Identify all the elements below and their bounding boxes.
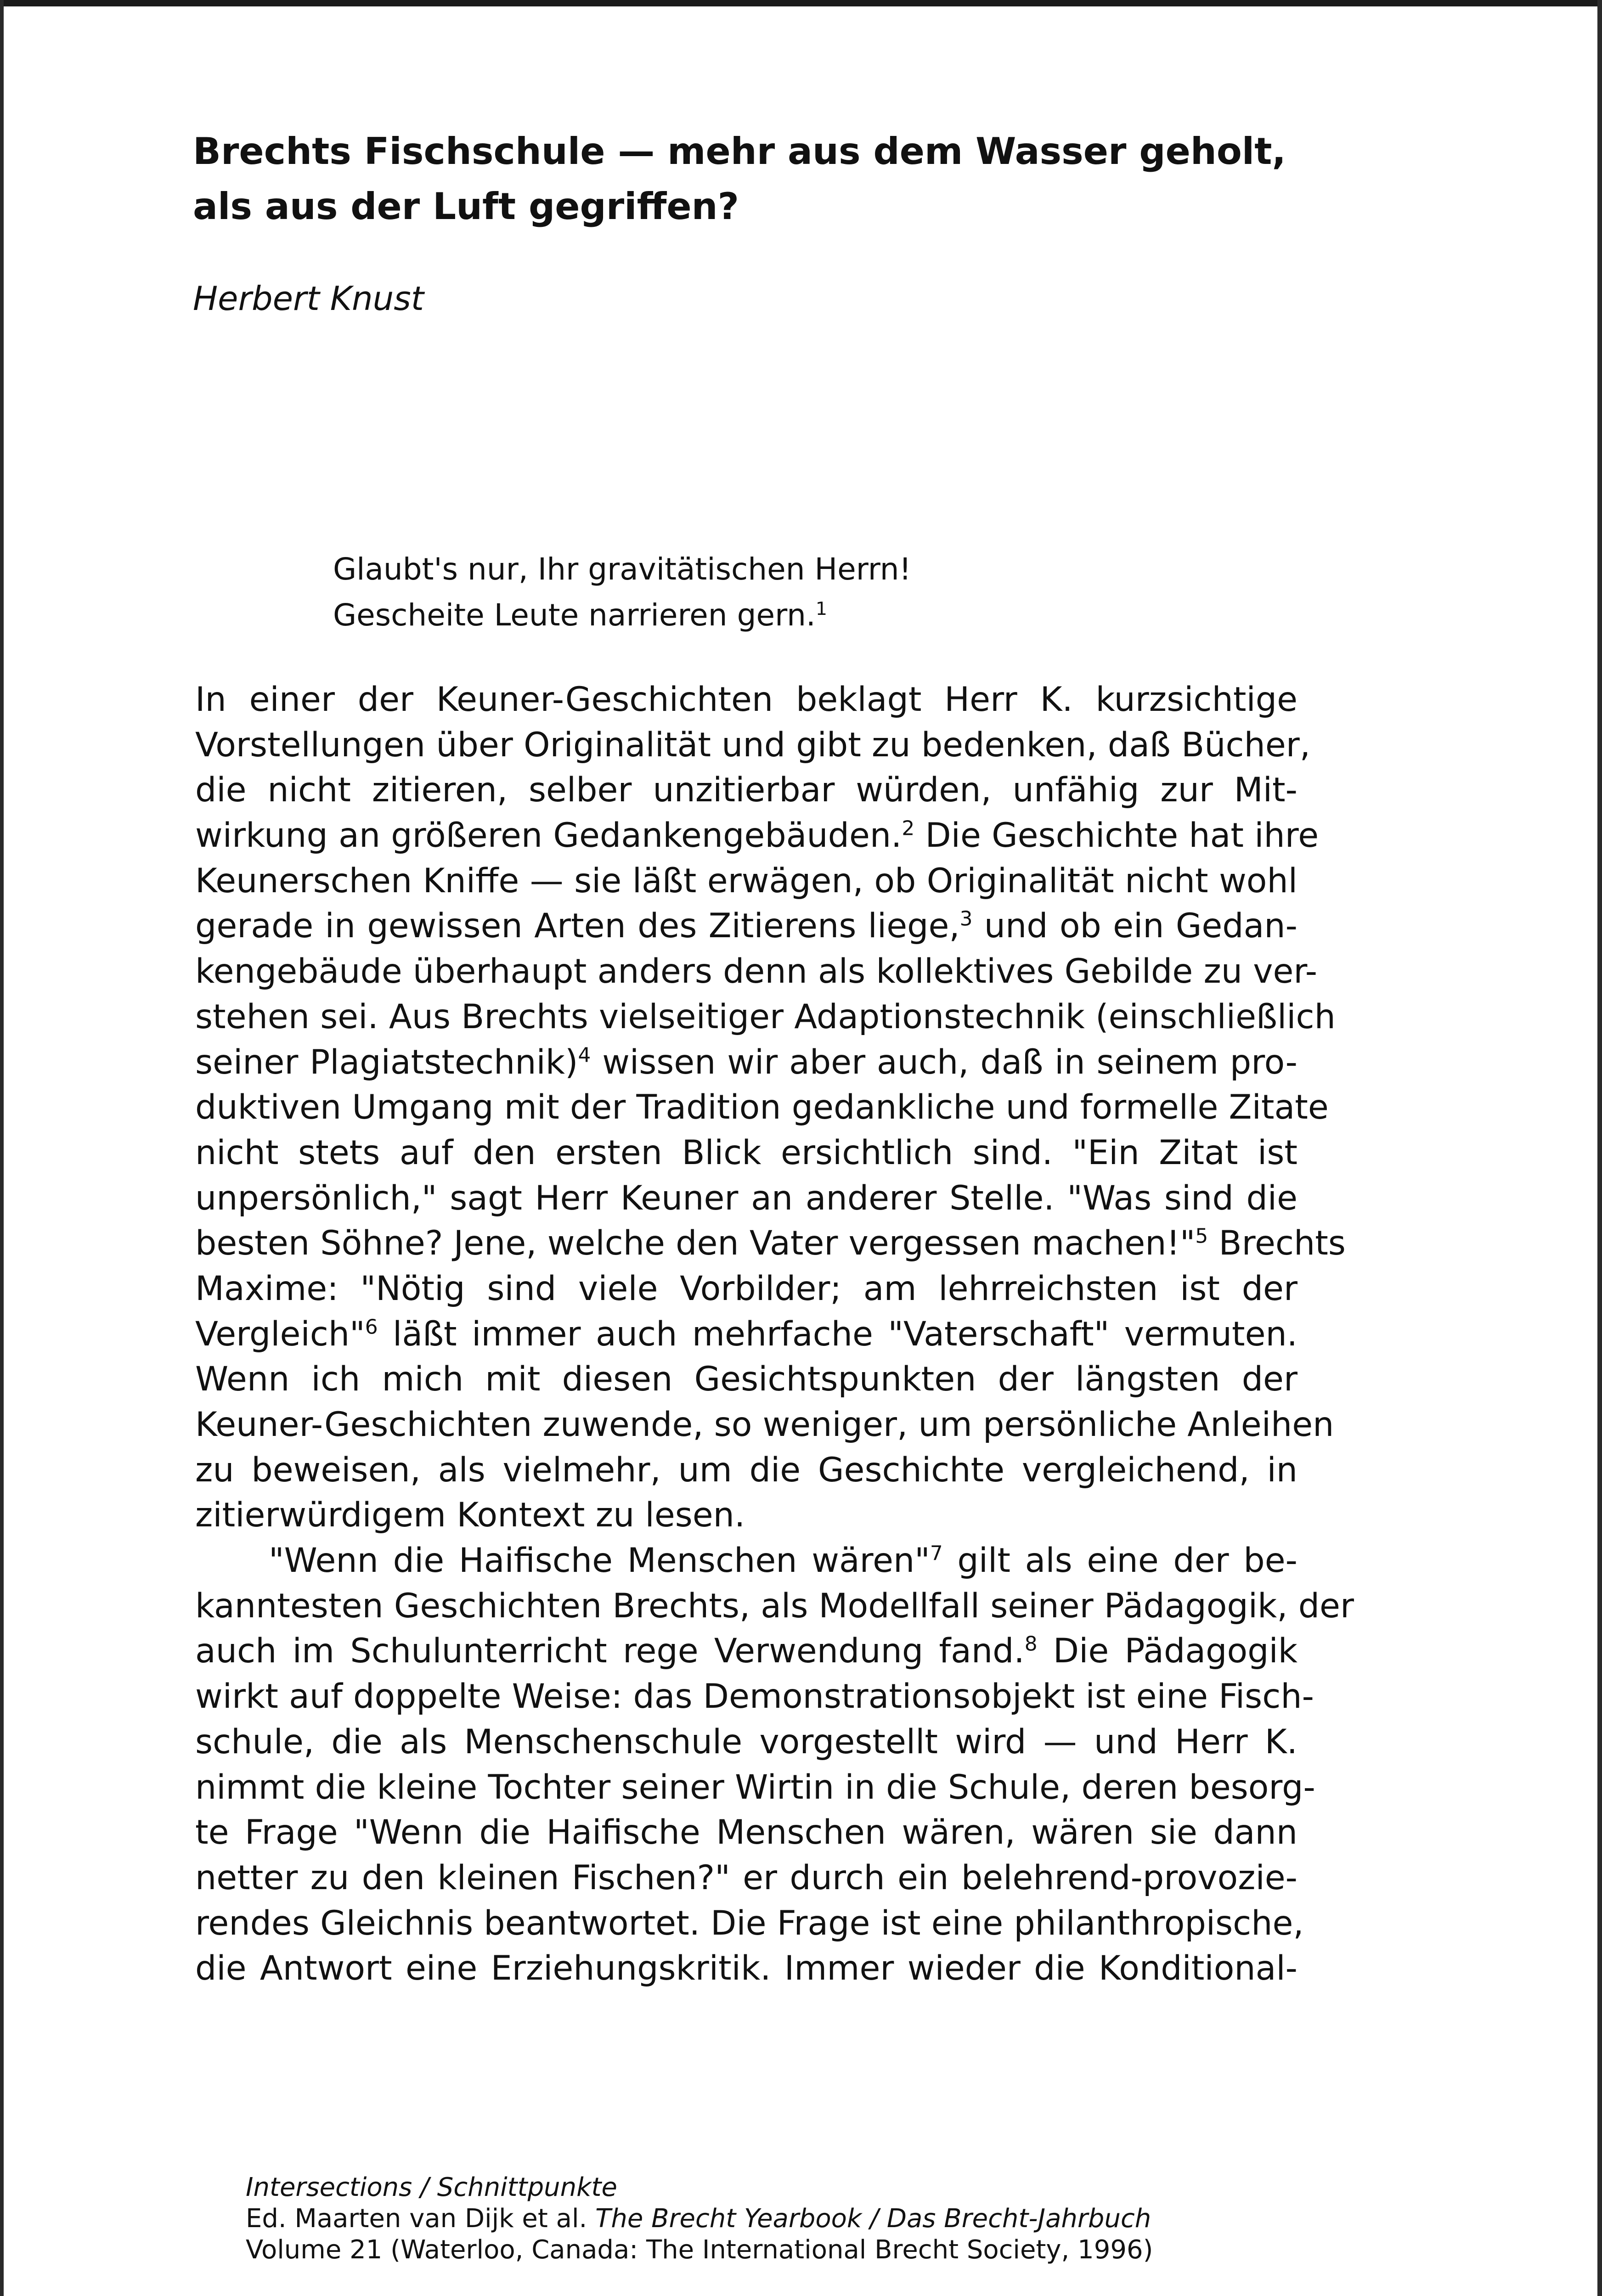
text-line xyxy=(195,1131,1297,1176)
line-text: rendes Gleichnis beantwortet. Die Frage ist eine philanthropische, xyxy=(195,1903,1304,1943)
footnote-marker: 8 xyxy=(1024,1632,1038,1656)
text-line xyxy=(195,1266,1297,1312)
article-title xyxy=(193,124,1318,234)
text-line xyxy=(195,1946,1297,1992)
line-text: unpersönlich," sagt Herr Keuner an anderer Stelle. "Was sind die xyxy=(195,1178,1297,1218)
edition-line xyxy=(246,2203,1153,2234)
yearbook-title: The Brecht Yearbook / Das Brecht-Jahrbuch xyxy=(595,2204,1151,2234)
footnote-marker: 2 xyxy=(902,816,915,840)
footnote-marker: 6 xyxy=(365,1315,378,1339)
line-text: Vorstellungen über Originalität und gibt zu bedenken, daß Bücher, xyxy=(195,725,1310,765)
body-text xyxy=(195,677,1354,1992)
publication-footer xyxy=(246,2172,1153,2266)
text-line xyxy=(195,768,1297,813)
text-line xyxy=(195,1176,1297,1221)
text-line xyxy=(195,1448,1297,1493)
line-text: schule, die als Menschenschule vorgestellt wird — und Herr K. xyxy=(195,1722,1297,1761)
epigraph-text: Gescheite Leute narrieren gern. xyxy=(333,597,816,633)
line-text: kanntesten Geschichten Brechts, als Modellfall seiner Pädagogik, der xyxy=(195,1586,1354,1626)
line-text: wirkt auf doppelte Weise: das Demonstrationsobjekt ist eine Fisch- xyxy=(195,1677,1314,1716)
line-text: die nicht zitieren, selber unzitierbar würden, unfähig zur Mit- xyxy=(195,771,1297,810)
text-line xyxy=(195,949,1318,995)
text-line xyxy=(195,995,1336,1040)
line-text: Vergleich" xyxy=(195,1314,365,1354)
line-text: besten Söhne? Jene, welche den Vater vergessen machen!" xyxy=(195,1224,1196,1263)
footnote-marker: 5 xyxy=(1195,1224,1208,1248)
line-text: Keuner-Geschichten zuwende, so weniger, um persönliche Anleihen xyxy=(195,1405,1334,1444)
line-text: Wenn ich mich mit diesen Gesichtspunkten der längsten der xyxy=(195,1360,1297,1399)
text-line xyxy=(195,1493,1297,1538)
line-text: stehen sei. Aus Brechts vielseitiger Adaptionstechnik (einschließlich xyxy=(195,997,1336,1036)
line-text: zu beweisen, als vielmehr, um die Geschichte vergleichend, in xyxy=(195,1450,1297,1490)
footnote-marker: 4 xyxy=(578,1043,591,1067)
volume-info: Volume 21 (Waterloo, Canada: The International Brecht Society, 1996) xyxy=(246,2235,1153,2265)
footnote-marker: 3 xyxy=(959,907,973,931)
epigraph-line xyxy=(333,592,911,638)
text-line xyxy=(195,1584,1354,1629)
line-text: In einer der Keuner-Geschichten beklagt Herr K. kurzsichtige xyxy=(195,680,1297,719)
line-text-continued: und ob ein Gedan- xyxy=(972,906,1297,946)
line-text-continued: gilt als eine der be- xyxy=(942,1541,1297,1581)
line-text: zitierwürdigem Kontext zu lesen. xyxy=(195,1496,745,1535)
text-line xyxy=(195,1629,1297,1674)
epigraph-line: Glaubt's nur, Ihr gravitätischen Herrn! xyxy=(333,551,911,587)
text-line xyxy=(195,1538,1297,1584)
editor-text: Ed. Maarten van Dijk et al. xyxy=(246,2204,596,2234)
line-text: seiner Plagiatstechnik) xyxy=(195,1042,578,1082)
author-name: Herbert Knust xyxy=(193,279,424,318)
text-line xyxy=(195,1810,1297,1856)
footnote-marker: 1 xyxy=(815,598,828,619)
line-text-continued: Die Pädagogik xyxy=(1037,1632,1298,1671)
line-text: kengebäude überhaupt anders denn als kollektives Gebilde zu ver- xyxy=(195,952,1318,991)
text-line xyxy=(195,813,1319,859)
text-line xyxy=(195,904,1297,949)
line-text: duktiven Umgang mit der Tradition gedankliche und formelle Zitate xyxy=(195,1088,1329,1127)
text-line xyxy=(195,1402,1334,1448)
line-text: die Antwort eine Erziehungskritik. Immer wieder die Konditional- xyxy=(195,1949,1297,1988)
text-line xyxy=(195,1040,1297,1086)
text-line xyxy=(195,723,1310,768)
line-text-continued: läßt immer auch mehrfache "Vaterschaft" vermuten. xyxy=(378,1314,1297,1354)
text-line xyxy=(195,859,1297,904)
line-text: nimmt die kleine Tochter seiner Wirtin in die Schule, deren besorg- xyxy=(195,1767,1315,1807)
text-line xyxy=(195,677,1297,723)
text-line xyxy=(195,1901,1304,1947)
line-text: auch im Schulunterricht rege Verwendung fand. xyxy=(195,1632,1025,1671)
series-title-text: Intersections / Schnittpunkte xyxy=(246,2172,617,2202)
text-line xyxy=(195,1720,1297,1765)
line-text: nicht stets auf den ersten Blick ersichtlich sind. "Ein Zitat ist xyxy=(195,1133,1297,1172)
line-text: Keunerschen Kniffe — sie läßt erwägen, ob Originalität nicht wohl xyxy=(195,861,1297,900)
text-line xyxy=(195,1221,1346,1266)
line-text: te Frage "Wenn die Haifische Menschen wären, wären sie dann xyxy=(195,1813,1297,1852)
line-text: gerade in gewissen Arten des Zitierens liege, xyxy=(195,906,960,946)
text-line xyxy=(195,1312,1297,1357)
line-text: netter zu den kleinen Fischen?" er durch ein belehrend-provozie- xyxy=(195,1858,1297,1897)
epigraph xyxy=(333,546,911,638)
text-line xyxy=(195,1674,1314,1720)
footnote-marker: 7 xyxy=(930,1542,943,1565)
line-text-continued: Die Geschichte hat ihre xyxy=(914,816,1319,855)
text-line xyxy=(195,1357,1297,1402)
line-text: wirkung an größeren Gedankengebäuden. xyxy=(195,816,902,855)
text-line xyxy=(195,1856,1297,1901)
text-line xyxy=(195,1765,1315,1811)
line-text: Maxime: "Nötig sind viele Vorbilder; am lehrreichsten ist der xyxy=(195,1269,1297,1308)
title-line: als aus der Luft gegriffen? xyxy=(193,185,739,228)
text-line xyxy=(195,1085,1329,1131)
line-text-continued: wissen wir aber auch, daß in seinem pro- xyxy=(591,1042,1297,1082)
series-title xyxy=(246,2172,1153,2203)
line-text-continued: Brechts xyxy=(1208,1224,1346,1263)
line-text: "Wenn die Haifische Menschen wären" xyxy=(269,1541,930,1581)
title-line: Brechts Fischschule — mehr aus dem Wasser geholt, xyxy=(193,130,1286,173)
